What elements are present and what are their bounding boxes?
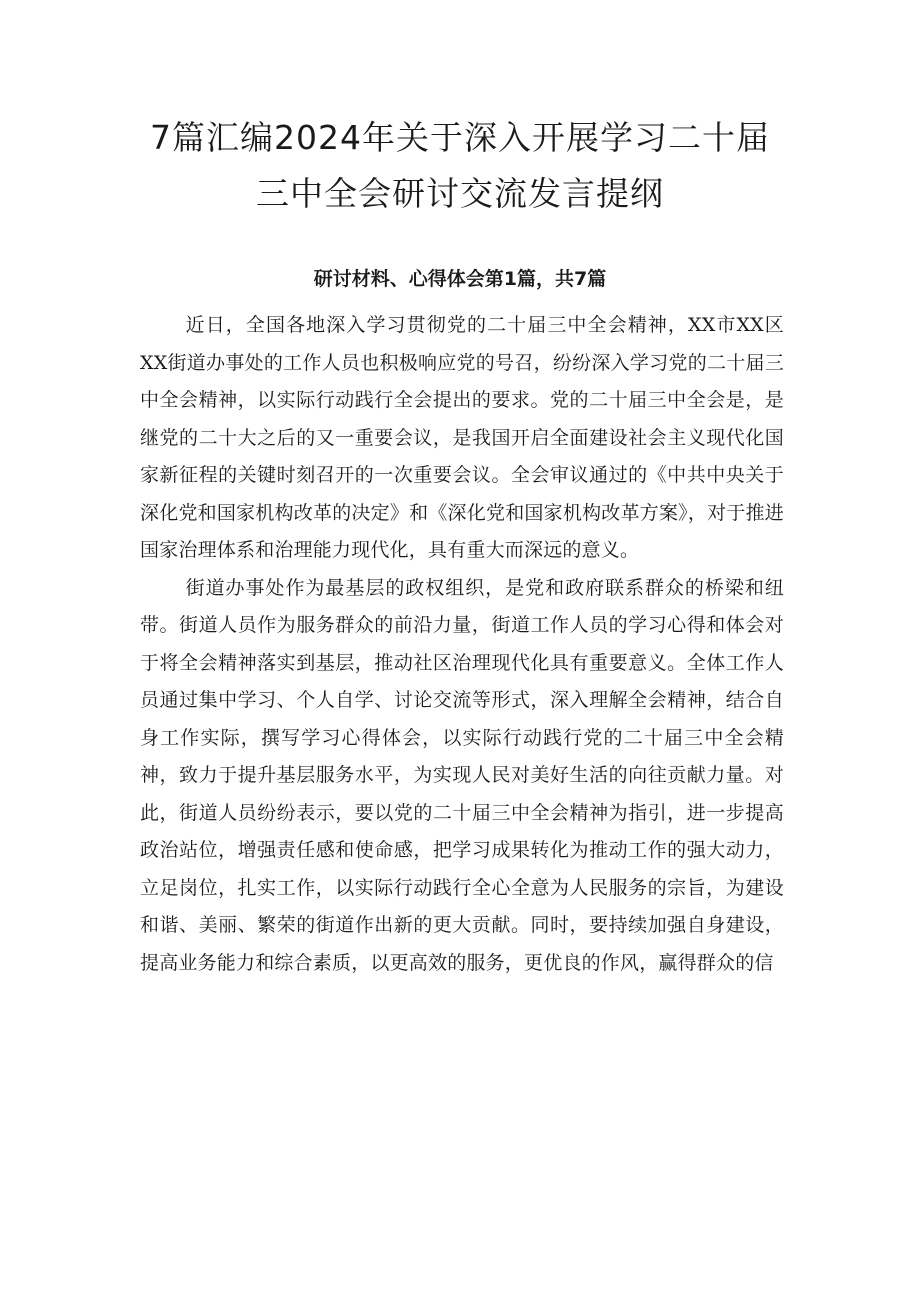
title-line-2: 三中全会研讨交流发言提纲 xyxy=(256,174,664,213)
body-paragraph-1: 近日，全国各地深入学习贯彻党的二十届三中全会精神，XX市XX区XX街道办事处的工作人员也积极响应党的号召，纷纷深入学习党的二十届三中全会精神，以实际行动践行全会提出的要求。党的二十届三中全会是，是继党的二十大之后的又一重要会议，是我国开启全面建设社会主义现代化国家新征程的关键时刻召开的一次重要会议。全会审议通过的《中共中央关于深化党和国家机构改革的决定》和《深化党和国家机构改革方案》，对于推进国家治理体系和治理能力现代化，具有重大而深远的意义。 xyxy=(140,314,784,561)
document-body xyxy=(140,307,784,982)
title-line-1: 7篇汇编2024年关于深入开展学习二十届 xyxy=(150,118,770,157)
document-subtitle: 研讨材料、心得体会第1篇，共7篇 xyxy=(313,268,607,290)
document-title xyxy=(60,110,860,222)
body-paragraph-2: 街道办事处作为最基层的政权组织，是党和政府联系群众的桥梁和纽带。街道人员作为服务群众的前沿力量，街道工作人员的学习心得和体会对于将全会精神落实到基层，推动社区治理现代化具有重要意义。全体工作人员通过集中学习、个人自学、讨论交流等形式，深入理解全会精神，结合自身工作实际，撰写学习心得体会，以实际行动践行党的二十届三中全会精神，致力于提升基层服务水平，为实现人民对美好生活的向往贡献力量。对此，街道人员纷纷表示，要以党的二十届三中全会精神为指引，进一步提高政治站位，增强责任感和使命感，把学习成果转化为推动工作的强大动力，立足岗位，扎实工作，以实际行动践行全心全意为人民服务的宗旨，为建设和谐、美丽、繁荣的街道作出新的更大贡献。同时，要持续加强自身建设，提高业务能力和综合素质，以更高效的服务，更优良的作风，赢得群众的信 xyxy=(140,576,784,974)
